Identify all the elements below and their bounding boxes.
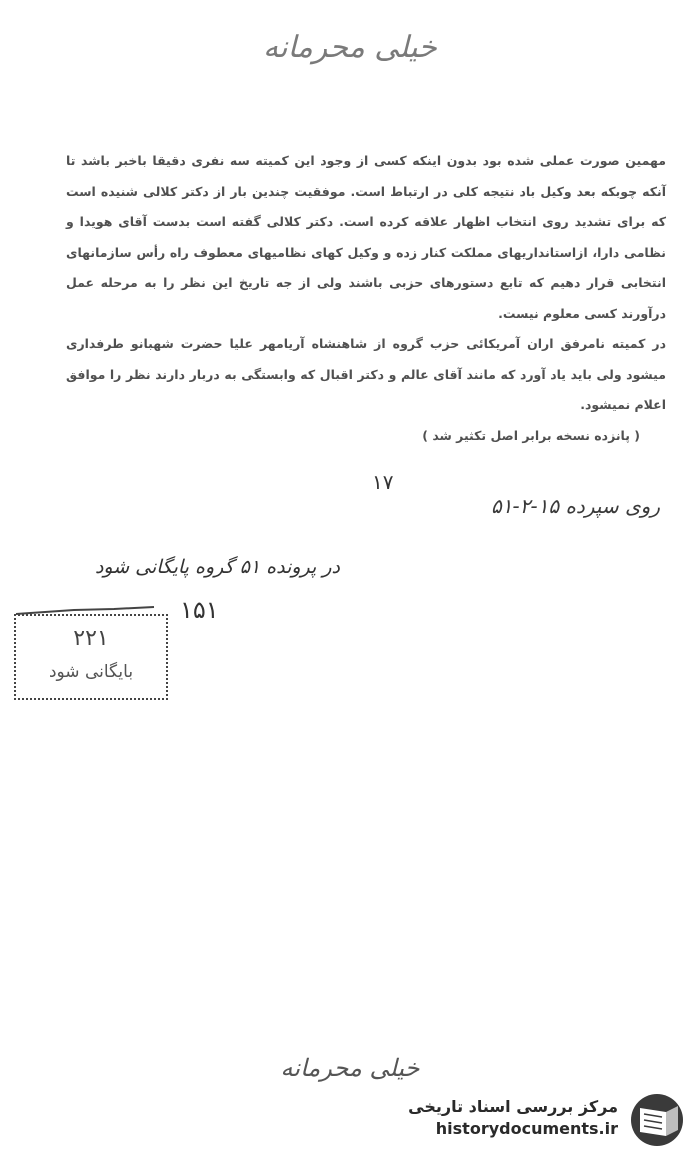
copies-note: ( پانزده نسخه برابر اصل تکثیر شد ) [422, 427, 640, 443]
handwritten-reference: در پرونده ۵۱ گروه پایگانی شود [94, 556, 340, 578]
date-annotation: روی سپرده ۱۵-۲-۵۱ [490, 494, 660, 518]
archive-stamp [14, 614, 168, 700]
document-body [66, 146, 666, 451]
watermark-line-1: مرکز بررسی اسناد تاریخی [408, 1097, 618, 1116]
body-paragraph-2: در کمیته نامرفق اران آمریکائی حزب گروه از شاهنشاه آریامهر علیا حضرت شهبانو طرفداری میشود ولی باید یاد آورد که مانند آقای عالم و دکتر اقبال که وابستگی به دربار دارند نظر را موافق اعلام نمیشود. [66, 336, 666, 412]
reference-number: ۱۵۱ [180, 596, 219, 624]
date-annotation-number: ۱۷ [372, 470, 394, 494]
stamp-number: ۲۲۱ [73, 626, 109, 651]
classification-header: خیلی محرمانه [263, 30, 437, 65]
watermark-logo-icon [626, 1092, 688, 1148]
stamp-text: بایگانی شود [48, 662, 134, 682]
classification-footer: خیلی محرمانه [280, 1054, 420, 1082]
watermark-text [408, 1096, 618, 1140]
watermark [410, 1092, 690, 1148]
watermark-line-2: historydocuments.ir [435, 1119, 618, 1138]
body-paragraph-1: مهمین صورت عملی شده بود بدون اینکه کسی از وجود این کمیته سه نفری دقیقا باخبر باشد تا آنکه چوبکه بعد وکیل باد نتیجه کلی در ارتباط است. موفقیت چندین بار از دکتر کلالی شنیده است که برای تشدید روی انتخاب اظهار علاقه کرده است. دکتر کلالی گفته است بدست آقای هویدا و نظامی دارا، ازاستانداریهای مملکت کنار زده و وکیل کهای نظامیهای معطوف راه رأس سازمانهای انتخابی قرار دهیم که تابع دستورهای حزبی باشند ولی از جه تاریخ این نظر را به مرحله عمل درآورند کسی معلوم نیست. [66, 153, 666, 321]
